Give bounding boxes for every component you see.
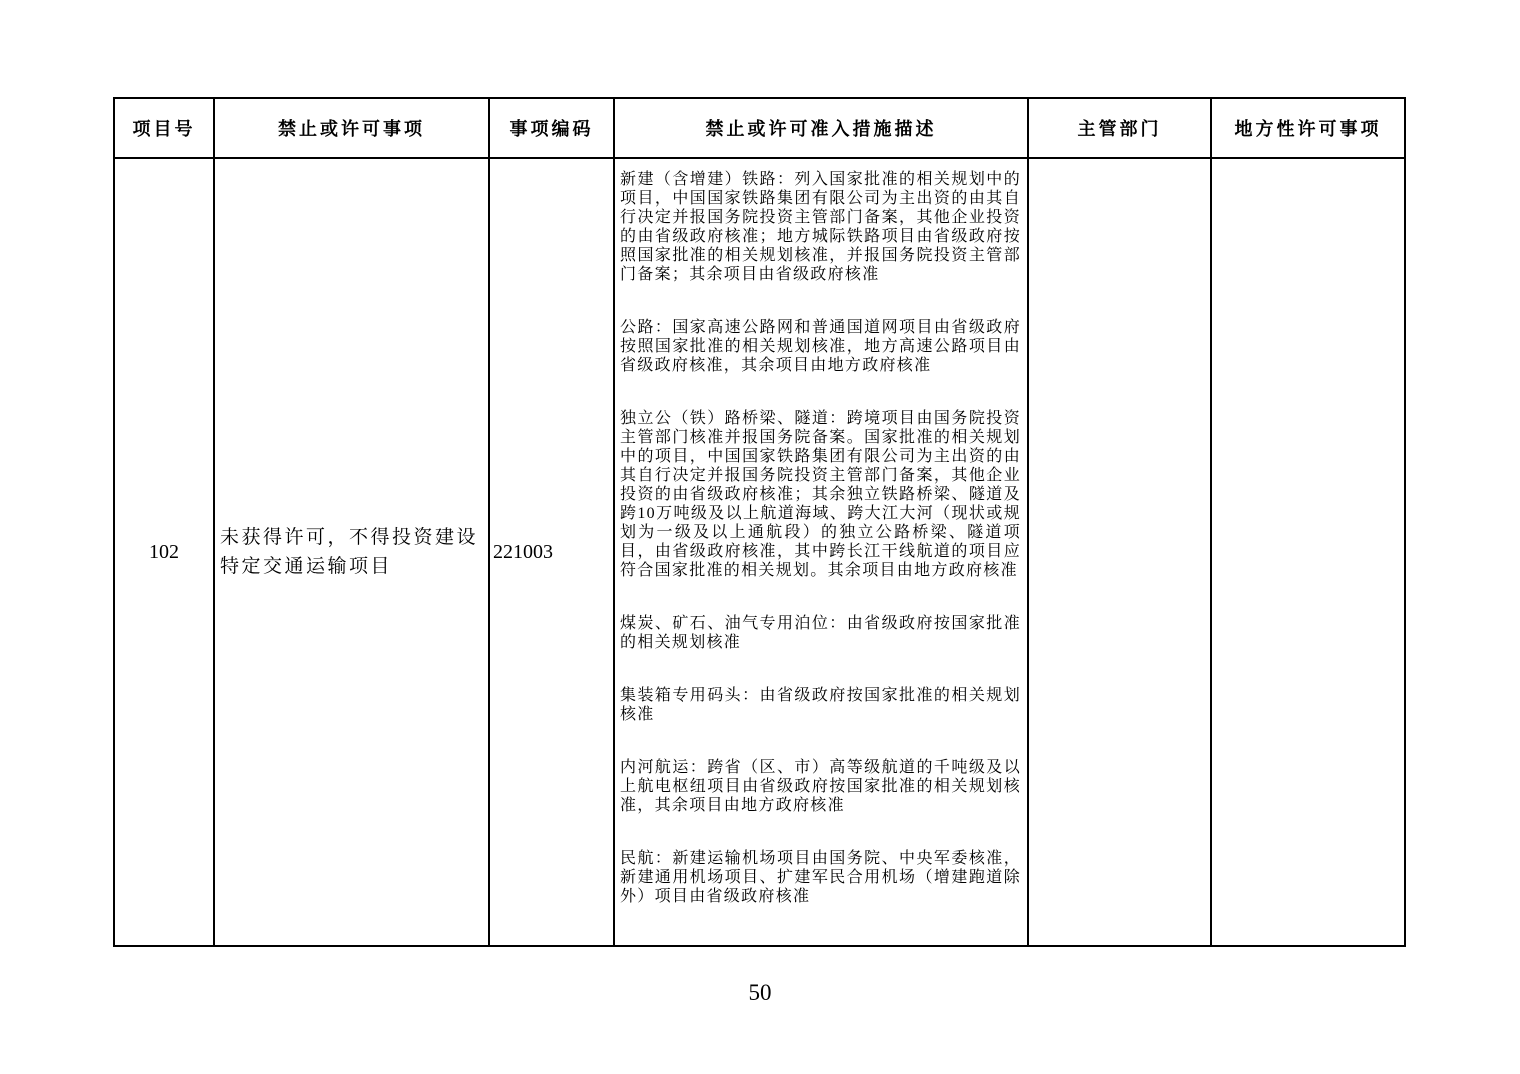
header-item-number: 项目号 — [114, 98, 214, 158]
item-number-cell: 102 — [114, 158, 214, 946]
header-row — [114, 98, 1405, 158]
measures-cell — [614, 158, 1028, 946]
header-matter: 禁止或许可事项 — [214, 98, 489, 158]
header-local-permit: 地方性许可事项 — [1211, 98, 1405, 158]
header-code: 事项编码 — [489, 98, 614, 158]
measure-paragraph-bridge-tunnel: 独立公（铁）路桥梁、隧道：跨境项目由国务院投资主管部门核准并报国务院备案。国家批准的相关规划中的项目，中国国家铁路集团有限公司为主出资的由其自行决定并报国务院投资主管部门备案，其他企业投资的由省级政府核准；其余独立铁路桥梁、隧道及跨10万吨级及以上航道海域、跨大江大河（现状或规划为一级及以上通航段）的独立公路桥梁、隧道项目，由省级政府核准，其中跨长江干线航道的项目应符合国家批准的相关规划。其余项目由地方政府核准 — [620, 410, 1021, 579]
measure-paragraph-berth: 煤炭、矿石、油气专用泊位：由省级政府按国家批准的相关规划核准 — [620, 615, 1021, 651]
measure-paragraph-inland-waterway: 内河航运：跨省（区、市）高等级航道的千吨级及以上航电枢纽项目由省级政府按国家批准的相关规划核准，其余项目由地方政府核准 — [620, 759, 1021, 814]
measure-paragraph-railway: 新建（含增建）铁路：列入国家批准的相关规划中的项目，中国国家铁路集团有限公司为主出资的由其自行决定并报国务院投资主管部门备案，其他企业投资的由省级政府核准；地方城际铁路项目由省级政府按照国家批准的相关规划核准，并报国务院投资主管部门备案；其余项目由省级政府核准 — [620, 171, 1021, 283]
department-cell — [1028, 158, 1211, 946]
page-number: 50 — [748, 980, 772, 1005]
table-row — [114, 158, 1405, 946]
code-cell: 221003 — [489, 158, 614, 946]
matter-cell: 未获得许可，不得投资建设特定交通运输项目 — [214, 158, 489, 946]
negative-list-table — [113, 97, 1406, 947]
local-permit-cell — [1211, 158, 1405, 946]
header-measures: 禁止或许可准入措施描述 — [614, 98, 1028, 158]
measure-paragraph-civil-aviation: 民航：新建运输机场项目由国务院、中央军委核准，新建通用机场项目、扩建军民合用机场（增建跑道除外）项目由省级政府核准 — [620, 850, 1021, 905]
measure-paragraph-highway: 公路：国家高速公路网和普通国道网项目由省级政府按照国家批准的相关规划核准，地方高速公路项目由省级政府核准，其余项目由地方政府核准 — [620, 319, 1021, 374]
header-department: 主管部门 — [1028, 98, 1211, 158]
measure-paragraph-container-wharf: 集装箱专用码头：由省级政府按国家批准的相关规划核准 — [620, 687, 1021, 723]
